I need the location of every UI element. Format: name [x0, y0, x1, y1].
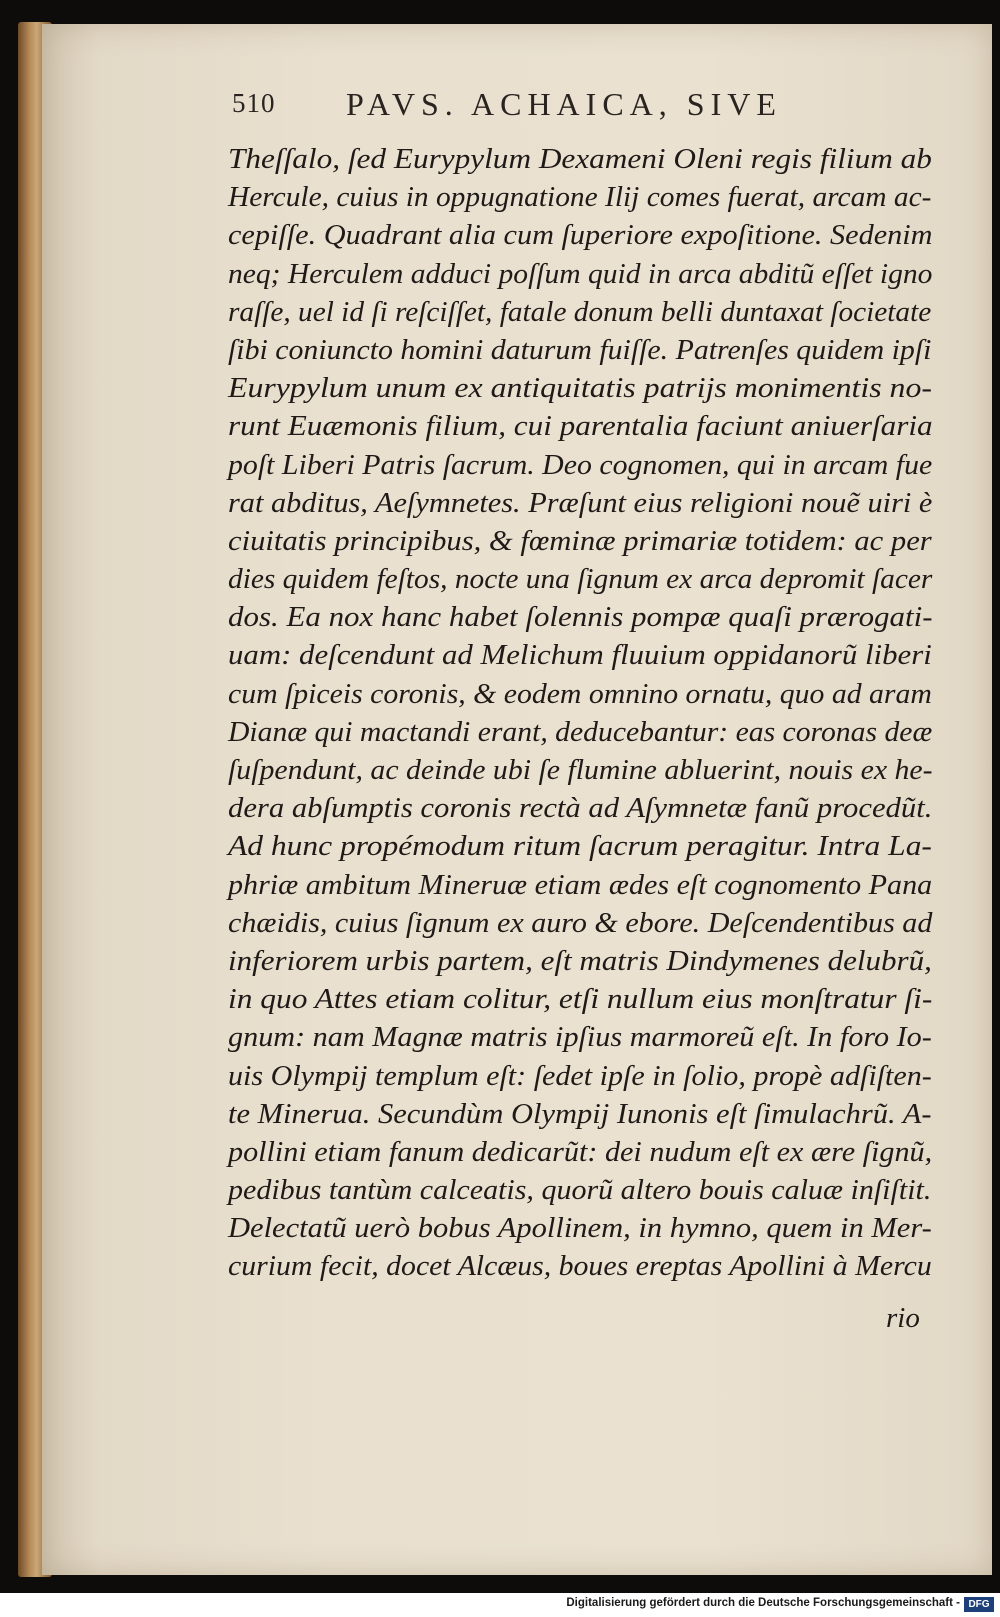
- running-head: [232, 86, 872, 126]
- text-line: uam: deſcendunt ad Melichum fluuium oppidanorũ liberi: [228, 639, 932, 672]
- text-line: ſibi coniuncto homini daturum fuiſſe. Patrenſes quidem ipſi: [228, 333, 932, 366]
- text-line: inferiorem urbis partem, eſt matris Dindymenes delubrũ,: [228, 944, 932, 977]
- text-line: ciuitatis principibus, & fœminæ primariæ totidem: ac per: [228, 524, 932, 557]
- running-title: PAVS. ACHAICA, SIVE: [346, 86, 782, 122]
- text-line: rat abditus, Aeſymnetes. Præſunt eius religioni nouẽ uiri è: [228, 486, 933, 519]
- dfg-logo: DFG: [964, 1597, 994, 1612]
- text-line: curium fecit, docet Alcæus, boues ereptas Apollini à Mercu: [228, 1250, 932, 1283]
- text-line: neq; Herculem adduci poſſum quid in arca abditũ eſſet igno: [228, 257, 933, 290]
- text-line: Hercule, cuius in oppugnatione Ilij comes fuerat, arcam ac-: [228, 181, 932, 214]
- text-line: cepiſſe. Quadrant alia cum ſuperiore expoſitione. Sedenim: [228, 219, 933, 252]
- text-line: uis Olympij templum eſt: ſedet ipſe in ſolio, propè adſiſten-: [228, 1059, 932, 1092]
- text-line: pedibus tantùm calceatis, quorũ altero bouis caluæ inſiſtit.: [228, 1174, 932, 1207]
- text-line: Theſſalo, ſed Eurypylum Dexameni Oleni regis filium ab: [228, 143, 932, 175]
- text-line: runt Euæmonis filium, cui parentalia faciunt aniuerſaria: [228, 410, 933, 443]
- page-number: 510: [232, 88, 276, 118]
- text-line: pollini etiam fanum dedicarũt: dei nudum eſt ex ære ſignũ,: [228, 1135, 933, 1168]
- catchword: rio: [886, 1302, 920, 1334]
- text-line: chæidis, cuius ſignum ex auro & ebore. Deſcendentibus ad: [228, 906, 933, 939]
- text-line: raſſe, uel id ſi reſciſſet, fatale donum belli duntaxat ſocietate: [228, 295, 932, 328]
- text-line: dos. Ea nox hanc habet ſolennis pompæ quaſi prærogati-: [228, 601, 933, 634]
- text-line: poſt Liberi Patris ſacrum. Deo cognomen, qui in arcam fue: [228, 448, 933, 481]
- text-line: Eurypylum unum ex antiquitatis patrijs monimentis no-: [228, 372, 933, 405]
- text-line: Delectatũ uerò bobus Apollinem, in hymno, quem in Mer-: [228, 1212, 932, 1245]
- text-line: Ad hunc propémodum ritum ſacrum peragitur. Intra La-: [228, 830, 932, 863]
- text-line: in quo Attes etiam colitur, etſi nullum eius monſtratur ſi-: [228, 983, 933, 1016]
- text-line: dera abſumptis coronis rectà ad Aſymnetæ fanũ procedũt.: [228, 792, 933, 825]
- digitization-footer: [0, 1593, 1000, 1617]
- text-line: Dianæ qui mactandi erant, deducebantur: eas coronas deæ: [228, 715, 933, 748]
- text-line: ſuſpendunt, ac deinde ubi ſe flumine abluerint, nouis ex he-: [228, 754, 933, 786]
- funding-credit: Digitalisierung gefördert durch die Deutsche Forschungsgemeinschaft -: [566, 1597, 960, 1609]
- text-line: dies quidem feſtos, nocte una ſignum ex arca depromit ſacer: [228, 563, 933, 596]
- text-line: gnum: nam Magnæ matris ipſius marmoreũ eſt. In foro Io-: [228, 1021, 932, 1054]
- text-line: te Minerua. Secundùm Olympij Iunonis eſt ſimulachrũ. A-: [228, 1097, 932, 1130]
- text-line: cum ſpiceis coronis, & eodem omnino ornatu, quo ad aram: [228, 677, 932, 710]
- text-block: [228, 140, 968, 1286]
- text-line: phriæ ambitum Mineruæ etiam ædes eſt cognomento Pana: [228, 868, 933, 901]
